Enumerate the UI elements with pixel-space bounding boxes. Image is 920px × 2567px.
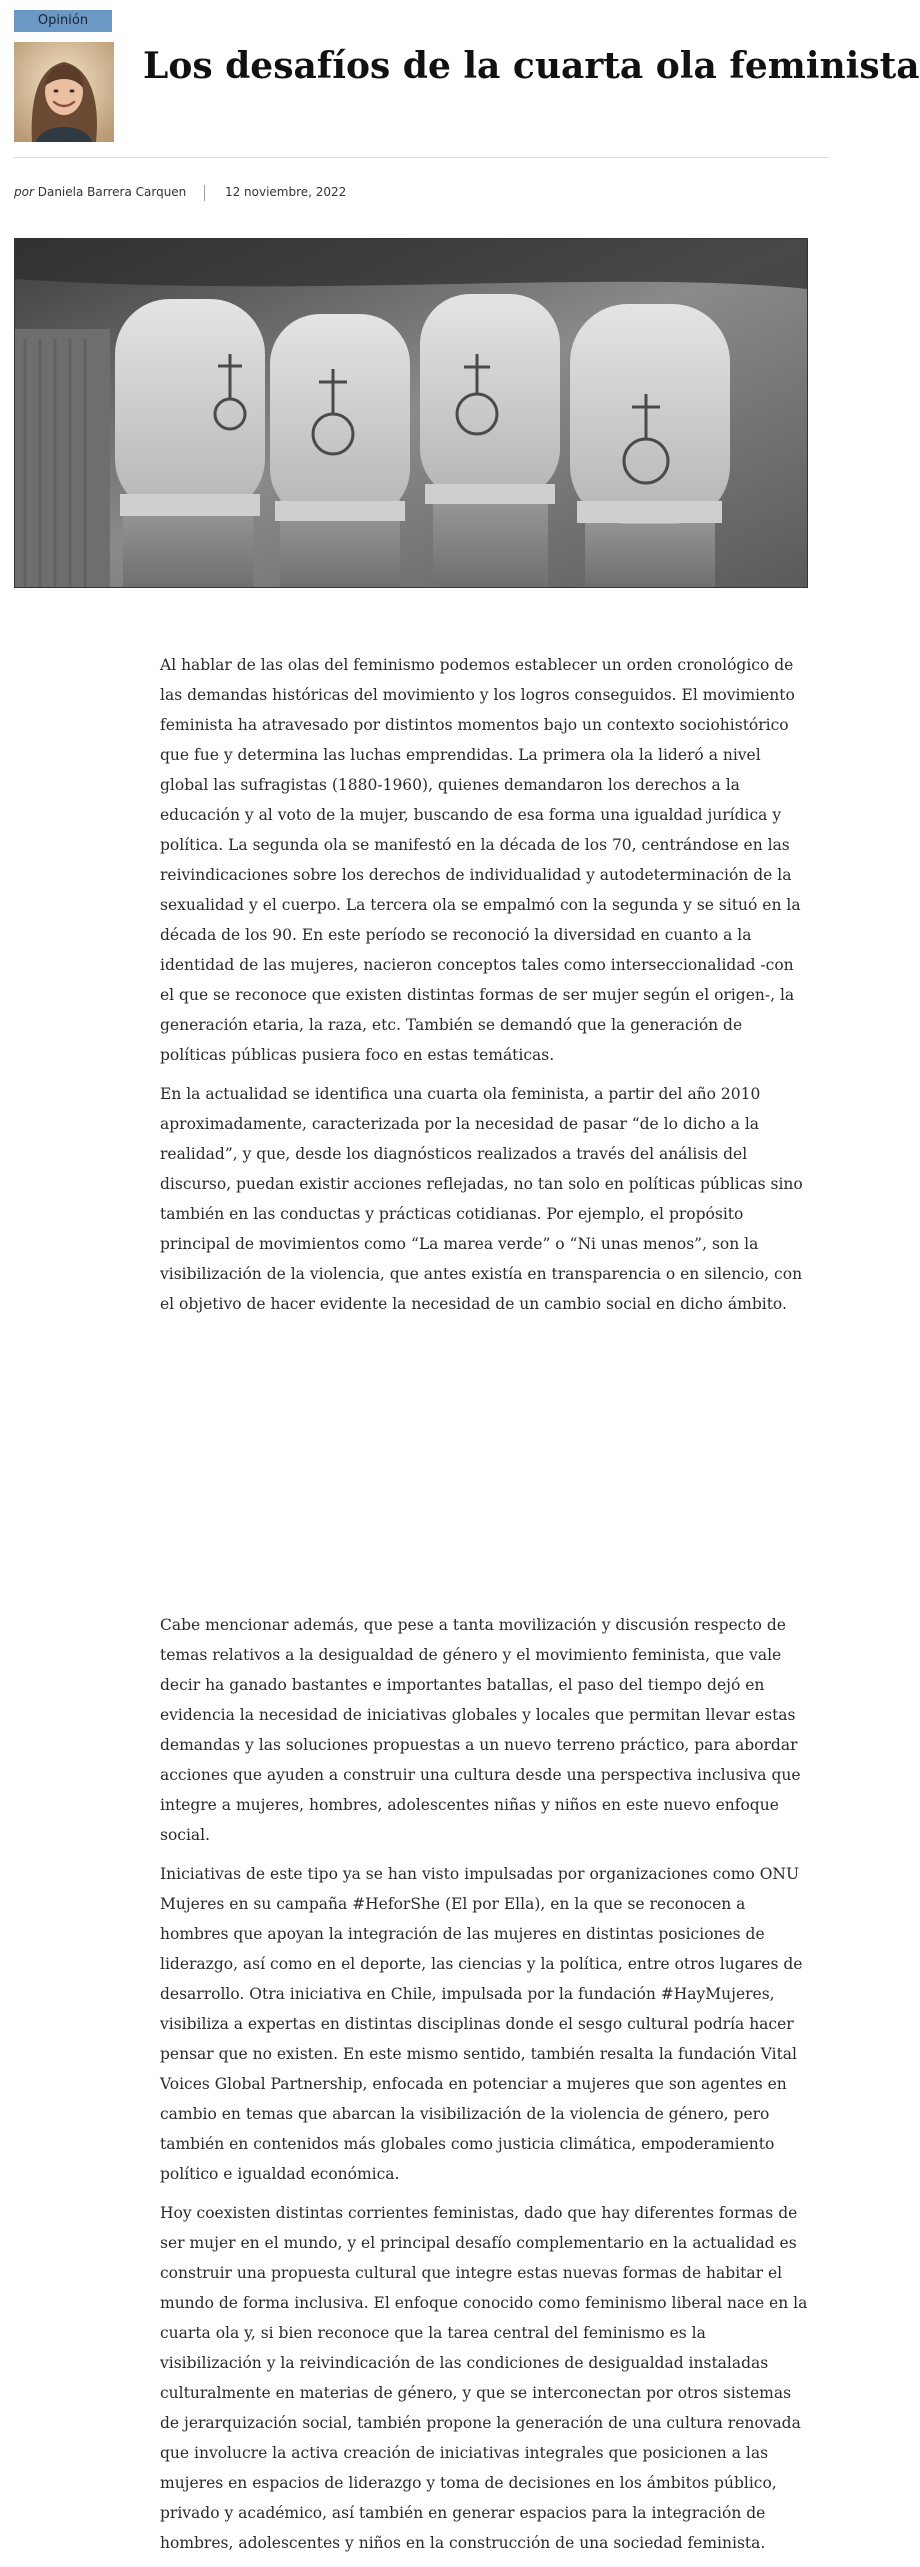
fist-4 bbox=[570, 304, 730, 587]
article-paragraph: Iniciativas de este tipo ya se han visto impulsadas por organizaciones como ONU Mujeres en su campaña #HeforShe (El por Ella), en la que se reconocen a hombres que apoyan la integración de las mujeres en distintas posiciones de liderazgo, así como en el deporte, las ciencias y la política, entre otros lugares de desarrollo. Otra iniciativa en Chile, impulsada por la fundación #HayMujeres, visibiliza a expertas en distintas disciplinas donde el sesgo cultural podría hacer pensar que no existen. En este mismo sentido, también resalta la fundación Vital Voices Global Partnership, enfocada en potenciar a mujeres que son agentes en cambio en temas que abarcan la visibilización de la violencia de género, pero también en contenidos más globales como justicia climática, empoderamiento político e igualdad económica. bbox=[160, 1865, 803, 2183]
hero-image bbox=[14, 238, 808, 588]
byline-prefix: por bbox=[14, 185, 34, 199]
fist-1 bbox=[115, 299, 265, 587]
publish-date: 12 noviembre, 2022 bbox=[224, 185, 347, 199]
author-photo bbox=[14, 42, 114, 142]
category-badge[interactable]: Opinión bbox=[14, 10, 112, 32]
hero-photo bbox=[15, 239, 807, 587]
article-paragraph: Hoy coexisten distintas corrientes feministas, dado que hay diferentes formas de ser mujer en el mundo, y el principal desafío complementario en la actualidad es construir una propuesta cultural que integre estas nuevas formas de habitar el mundo de forma inclusiva. El enfoque conocido como feminismo liberal nace en la cuarta ola y, si bien reconoce que la tarea central del feminismo es la visibilización y la reivindicación de las condiciones de desigualdad instaladas culturalmente en materias de género, y que se interconectan por otros sistemas de jerarquización social, también propone la generación de una cultura renovada que involucre la activa creación de iniciativas integrales que posicionen a las mujeres en espacios de liderazgo y toma de decisiones en los ámbitos público, privado y académico, así también en generar espacios para la integración de hombres, adolescentes y niños en la construcción de una sociedad feminista. bbox=[160, 2204, 808, 2552]
article-paragraph: Cabe mencionar además, que pese a tanta movilización y discusión respecto de temas relativos a la desigualdad de género y el movimiento feminista, que vale decir ha ganado bastantes e importantes batallas, el paso del tiempo dejó en evidencia la necesidad de iniciativas globales y locales que permitan llevar estas demandas y las soluciones propuestas a un nuevo terreno práctico, para abordar acciones que ayuden a construir una cultura desde una perspectiva inclusiva que integre a mujeres, hombres, adolescentes niñas y niños en este nuevo enfoque social. bbox=[160, 1616, 801, 1844]
article-body-bottom bbox=[160, 1610, 808, 2567]
author-avatar bbox=[14, 42, 114, 142]
author-name-link[interactable]: Daniela Barrera Carquen bbox=[37, 185, 187, 199]
byline bbox=[14, 183, 346, 201]
fist-3 bbox=[420, 294, 560, 587]
fist-2 bbox=[270, 314, 410, 587]
article-body-top bbox=[160, 650, 808, 1328]
page-title: Los desafíos de la cuarta ola feminista bbox=[143, 45, 920, 87]
byline-divider bbox=[204, 185, 205, 201]
article-paragraph: En la actualidad se identifica una cuarta ola feminista, a partir del año 2010 aproximadamente, caracterizada por la necesidad de pasar “de lo dicho a la realidad”, y que, desde los diagnósticos realizados a través del análisis del discurso, puedan existir acciones reflejadas, no tan solo en políticas públicas sino también en las conductas y prácticas cotidianas. Por ejemplo, el propósito principal de movimientos como “La marea verde” o “Ni unas menos”, son la visibilización de la violencia, que antes existía en transparencia o en silencio, con el objetivo de hacer evidente la necesidad de un cambio social en dicho ámbito. bbox=[160, 1085, 803, 1313]
header-divider bbox=[14, 157, 829, 158]
article-paragraph: Al hablar de las olas del feminismo podemos establecer un orden cronológico de las demandas históricas del movimiento y los logros conseguidos. El movimiento feminista ha atravesado por distintos momentos bajo un contexto sociohistórico que fue y determina las luchas emprendidas. La primera ola la lideró a nivel global las sufragistas (1880-1960), quienes demandaron los derechos a la educación y al voto de la mujer, buscando de esa forma una igualdad jurídica y política. La segunda ola se manifestó en la década de los 70, centrándose en las reivindicaciones sobre los derechos de individualidad y autodeterminación de la sexualidad y el cuerpo. La tercera ola se empalmó con la segunda y se situó en la década de los 90. En este período se reconoció la diversidad en cuanto a la identidad de las mujeres, nacieron conceptos tales como interseccionalidad -con el que se reconoce que existen distintas formas de ser mujer según el origen-, la generación etaria, la raza, etc. También se demandó que la generación de políticas públicas pusiera foco en estas temáticas. bbox=[160, 656, 801, 1064]
